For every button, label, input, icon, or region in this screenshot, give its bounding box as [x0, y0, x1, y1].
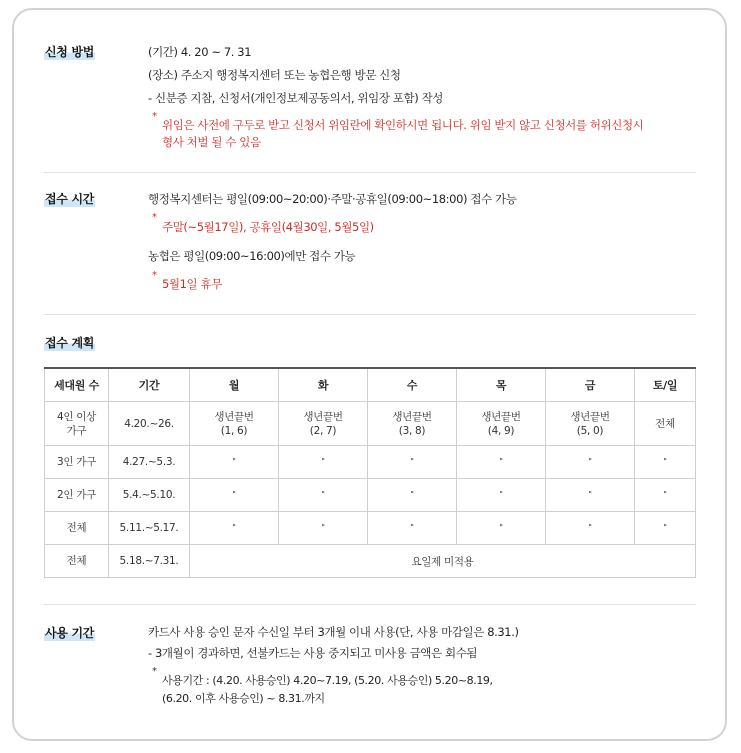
- day-cell: ": [546, 479, 635, 512]
- hours-bank: 농협은 평일(09:00~16:00)에만 접수 가능: [148, 249, 356, 263]
- plan-header-row: [45, 368, 696, 402]
- household-cell: 전체: [45, 512, 109, 545]
- header-thu: 목: [457, 368, 546, 402]
- day-cell: ": [190, 446, 279, 479]
- method-period: (기간) 4. 20 ~ 7. 31: [148, 45, 252, 59]
- header-mon: 월: [190, 368, 279, 402]
- period-cell: 5.11.~5.17.: [109, 512, 190, 545]
- table-row: [45, 512, 696, 545]
- plan-label: 접수 계획: [45, 336, 95, 350]
- household-cell: 전체: [45, 545, 109, 578]
- method-label: 신청 방법: [45, 45, 95, 59]
- period-cell: 5.18.~7.31.: [109, 545, 190, 578]
- day-cell: ": [635, 446, 696, 479]
- day-cell: 생년끝번 (1, 6): [190, 402, 279, 446]
- usage-star: *: [152, 666, 157, 677]
- day-cell: ": [546, 446, 635, 479]
- method-warning-line2: 형사 처벌 될 수 있음: [162, 135, 261, 149]
- hours-bank-star: *: [152, 270, 157, 281]
- household-cell: 3인 가구: [45, 446, 109, 479]
- day-cell: ": [279, 446, 368, 479]
- header-weekend: 토/일: [635, 368, 696, 402]
- day-cell: ": [368, 512, 457, 545]
- household-cell: 2인 가구: [45, 479, 109, 512]
- table-row: [45, 545, 696, 578]
- period-cell: 5.4.~5.10.: [109, 479, 190, 512]
- day-cell: 생년끝번 (2, 7): [279, 402, 368, 446]
- method-place: (장소) 주소지 행정복지센터 또는 농협은행 방문 신청: [148, 68, 401, 82]
- day-cell: ": [635, 479, 696, 512]
- usage-note1: 사용기간 : (4.20. 사용승인) 4.20~7.19, (5.20. 사용승인) 5.20~8.19,: [162, 674, 493, 687]
- day-cell: ": [457, 512, 546, 545]
- day-cell: ": [546, 512, 635, 545]
- day-cell: ": [190, 512, 279, 545]
- usage-line1: 카드사 사용 승인 문자 수신일 부터 3개월 이내 사용(단, 사용 마감일은 8.31.): [148, 625, 519, 639]
- usage-label: 사용 기간: [45, 626, 95, 640]
- day-cell: ": [279, 512, 368, 545]
- usage-note2: (6.20. 이후 사용승인) ~ 8.31.까지: [162, 692, 325, 705]
- day-cell: ": [635, 512, 696, 545]
- table-row: [45, 479, 696, 512]
- divider: [44, 172, 696, 173]
- header-fri: 금: [546, 368, 635, 402]
- hours-center-star: *: [152, 212, 157, 223]
- day-cell: ": [368, 446, 457, 479]
- usage-line2: - 3개월이 경과하면, 선불카드는 사용 중지되고 미사용 금액은 회수됨: [148, 646, 478, 660]
- table-row: [45, 402, 696, 446]
- hours-bank-note: 5월1일 휴무: [162, 277, 222, 291]
- table-row: [45, 446, 696, 479]
- day-cell: ": [457, 479, 546, 512]
- day-cell: ": [368, 479, 457, 512]
- period-cell: 4.27.~5.3.: [109, 446, 190, 479]
- day-cell: ": [279, 479, 368, 512]
- hours-center: 행정복지센터는 평일(09:00~20:00)·주말·공휴일(09:00~18:00) 접수 가능: [148, 192, 517, 206]
- header-wed: 수: [368, 368, 457, 402]
- day-cell: 전체: [635, 402, 696, 446]
- hours-center-note: 주말(~5월17일), 공휴일(4월30일, 5월5일): [162, 220, 374, 234]
- method-docs: - 신분증 지참, 신청서(개인정보제공동의서, 위임장 포함) 작성: [148, 91, 443, 105]
- merged-cell: 요일제 미적용: [190, 545, 696, 578]
- day-cell: 생년끝번 (5, 0): [546, 402, 635, 446]
- method-star: *: [152, 111, 157, 122]
- day-cell: ": [190, 479, 279, 512]
- hours-label: 접수 시간: [45, 192, 95, 206]
- period-cell: 4.20.~26.: [109, 402, 190, 446]
- divider: [44, 314, 696, 315]
- method-warning-line1: 위임은 사전에 구두로 받고 신청서 위임란에 확인하시면 됩니다. 위임 받지 않고 신청서를 허위신청시: [162, 118, 644, 132]
- header-tue: 화: [279, 368, 368, 402]
- day-cell: 생년끝번 (3, 8): [368, 402, 457, 446]
- divider: [44, 604, 696, 605]
- plan-body: [45, 402, 696, 578]
- header-period: 기간: [109, 368, 190, 402]
- plan-table: [44, 367, 696, 578]
- header-household: 세대원 수: [45, 368, 109, 402]
- day-cell: 생년끝번 (4, 9): [457, 402, 546, 446]
- day-cell: ": [457, 446, 546, 479]
- household-cell: 4인 이상 가구: [45, 402, 109, 446]
